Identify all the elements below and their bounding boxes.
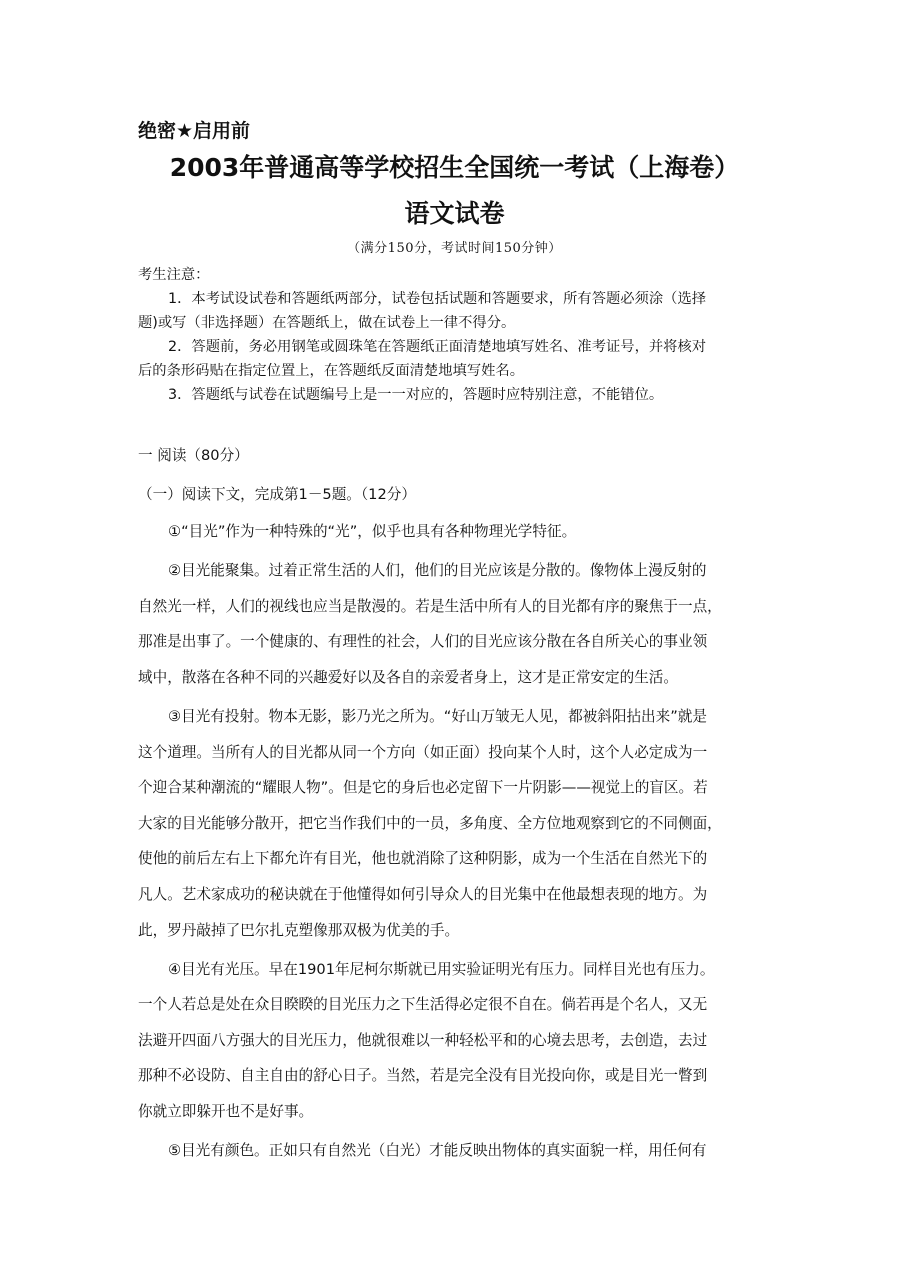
notice-line: 1．本考试设试卷和答题纸两部分，试卷包括试题和答题要求，所有答题必须涂（选择 — [168, 291, 707, 307]
notice-line: 题)或写（非选择题）在答题纸上，做在试卷上一律不得分。 — [138, 315, 516, 331]
passage-line: 域中，散落在各种不同的兴趣爱好以及各自的亲爱者身上，这才是正常安定的生活。 — [138, 669, 678, 686]
passage-line: ③目光有投射。物本无影，影乃光之所为。“好山万皱无人见，都被斜阳拈出来”就是 — [168, 708, 707, 725]
passage-line: ①“目光”作为一种特殊的“光”，似乎也具有各种物理光学特征。 — [168, 523, 577, 540]
notice-heading: 考生注意： — [138, 267, 210, 283]
passage-line: 你就立即躲开也不是好事。 — [138, 1103, 314, 1120]
passage-line: 凡人。艺术家成功的秘诀就在于他懂得如何引导众人的目光集中在他最想表现的地方。为 — [138, 886, 708, 903]
score-time-note: （满分150分，考试时间150分钟） — [347, 241, 562, 256]
exam-title: 2003年普通高等学校招生全国统一考试（上海卷） — [169, 153, 740, 182]
paper-subtitle: 语文试卷 — [404, 199, 505, 228]
passage-line: ⑤目光有颜色。正如只有自然光（白光）才能反映出物体的真实面貌一样，用任何有 — [168, 1142, 707, 1159]
section-heading: 一 阅读（80分） — [138, 447, 249, 464]
passage-line: 一个人若总是处在众目睽睽的目光压力之下生活得必定很不自在。倘若再是个名人，又无 — [138, 996, 708, 1013]
passage-line: 个迎合某种潮流的“耀眼人物”。但是它的身后也必定留下一片阴影——视觉上的盲区。若 — [138, 779, 708, 796]
notice-line: 后的条形码贴在指定位置上，在答题纸反面清楚地填写姓名。 — [138, 363, 525, 379]
passage-line: 那种不必设防、自主自由的舒心日子。当然，若是完全没有目光投向你，或是目光一瞥到 — [138, 1067, 708, 1084]
passage-line: 使他的前后左右上下都允许有目光，他也就消除了这种阴影，成为一个生活在自然光下的 — [138, 850, 708, 867]
passage-line: 此，罗丹敲掉了巴尔扎克塑像那双极为优美的手。 — [138, 922, 460, 939]
notice-line: 2．答题前，务必用钢笔或圆珠笔在答题纸正面清楚地填写姓名、准考证号，并将核对 — [168, 339, 707, 355]
passage-line: 大家的目光能够分散开，把它当作我们中的一员，多角度、全方位地观察到它的不同侧面， — [138, 815, 722, 832]
passage-line: 那准是出事了。一个健康的、有理性的社会，人们的目光应该分散在各自所关心的事业领 — [138, 633, 708, 650]
passage-line: 自然光一样，人们的视线也应当是散漫的。若是生活中所有人的目光都有序的聚焦于一点， — [138, 598, 722, 615]
question-group-heading: （一）阅读下文，完成第1－5题。（12分） — [138, 486, 416, 503]
passage-line: 法避开四面八方强大的目光压力，他就很难以一种轻松平和的心境去思考，去创造，去过 — [138, 1032, 708, 1049]
passage-line: ④目光有光压。早在1901年尼柯尔斯就已用实验证明光有压力。同样目光也有压力。 — [168, 961, 715, 978]
confidential-label: 绝密★启用前 — [138, 120, 251, 142]
passage-line: 这个道理。当所有人的目光都从同一个方向（如正面）投向某个人时，这个人必定成为一 — [138, 744, 708, 761]
notice-line: 3．答题纸与试卷在试题编号上是一一对应的，答题时应特别注意，不能错位。 — [168, 387, 664, 403]
passage-line: ②目光能聚集。过着正常生活的人们，他们的目光应该是分散的。像物体上漫反射的 — [168, 562, 707, 579]
